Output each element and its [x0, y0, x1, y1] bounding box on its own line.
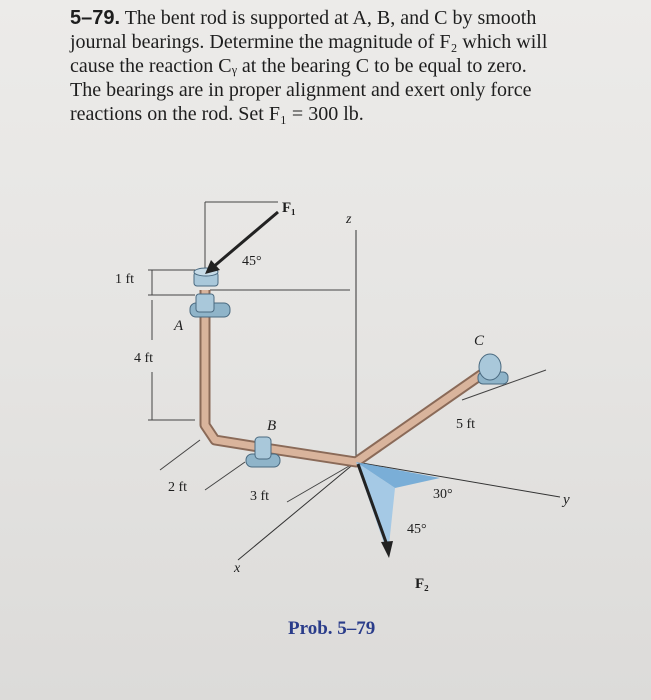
label-x: x: [234, 561, 241, 576]
bent-rod-highlight: [205, 290, 485, 462]
label-a: A: [174, 318, 184, 334]
problem-line-3: cause the reaction Cᵧ at the bearing C to be equal to zero.: [70, 55, 527, 77]
label-f1: F₁: [282, 200, 296, 216]
problem-line-4: The bearings are in proper alignment and exert only force: [70, 79, 532, 101]
guide-line: [205, 462, 245, 490]
dim-2ft: 2 ft: [168, 480, 188, 495]
dim-1ft: 1 ft: [115, 272, 135, 287]
label-c: C: [474, 333, 485, 349]
x-axis: [238, 462, 356, 560]
dim-5ft: 5 ft: [456, 417, 476, 432]
problem-line-5: reactions on the rod. Set F₁ = 300 lb.: [70, 103, 364, 125]
angle-45-bottom: 45°: [407, 522, 427, 537]
problem-number: 5–79.: [70, 7, 121, 29]
label-f2: F₂: [415, 576, 429, 592]
problem-text-1: The bent rod is supported at A, B, and C by smooth: [124, 7, 537, 29]
angle-30: 30°: [433, 487, 453, 502]
problem-line-2: journal bearings. Determine the magnitude of F₂ which will: [70, 31, 548, 53]
bearing-c: [478, 354, 508, 384]
label-b: B: [267, 418, 277, 434]
figure-caption: Prob. 5–79: [288, 618, 376, 639]
label-z: z: [346, 212, 352, 227]
bearing-a: [190, 294, 230, 317]
bent-rod: [205, 290, 485, 462]
force-f2-arrowhead: [381, 541, 393, 558]
label-y: y: [563, 492, 570, 508]
guide-line: [160, 440, 200, 470]
dim-3ft: 3 ft: [250, 489, 270, 504]
dim-4ft: 4 ft: [134, 351, 154, 366]
angle-45-top: 45°: [242, 254, 262, 269]
guide-line: [287, 462, 356, 502]
